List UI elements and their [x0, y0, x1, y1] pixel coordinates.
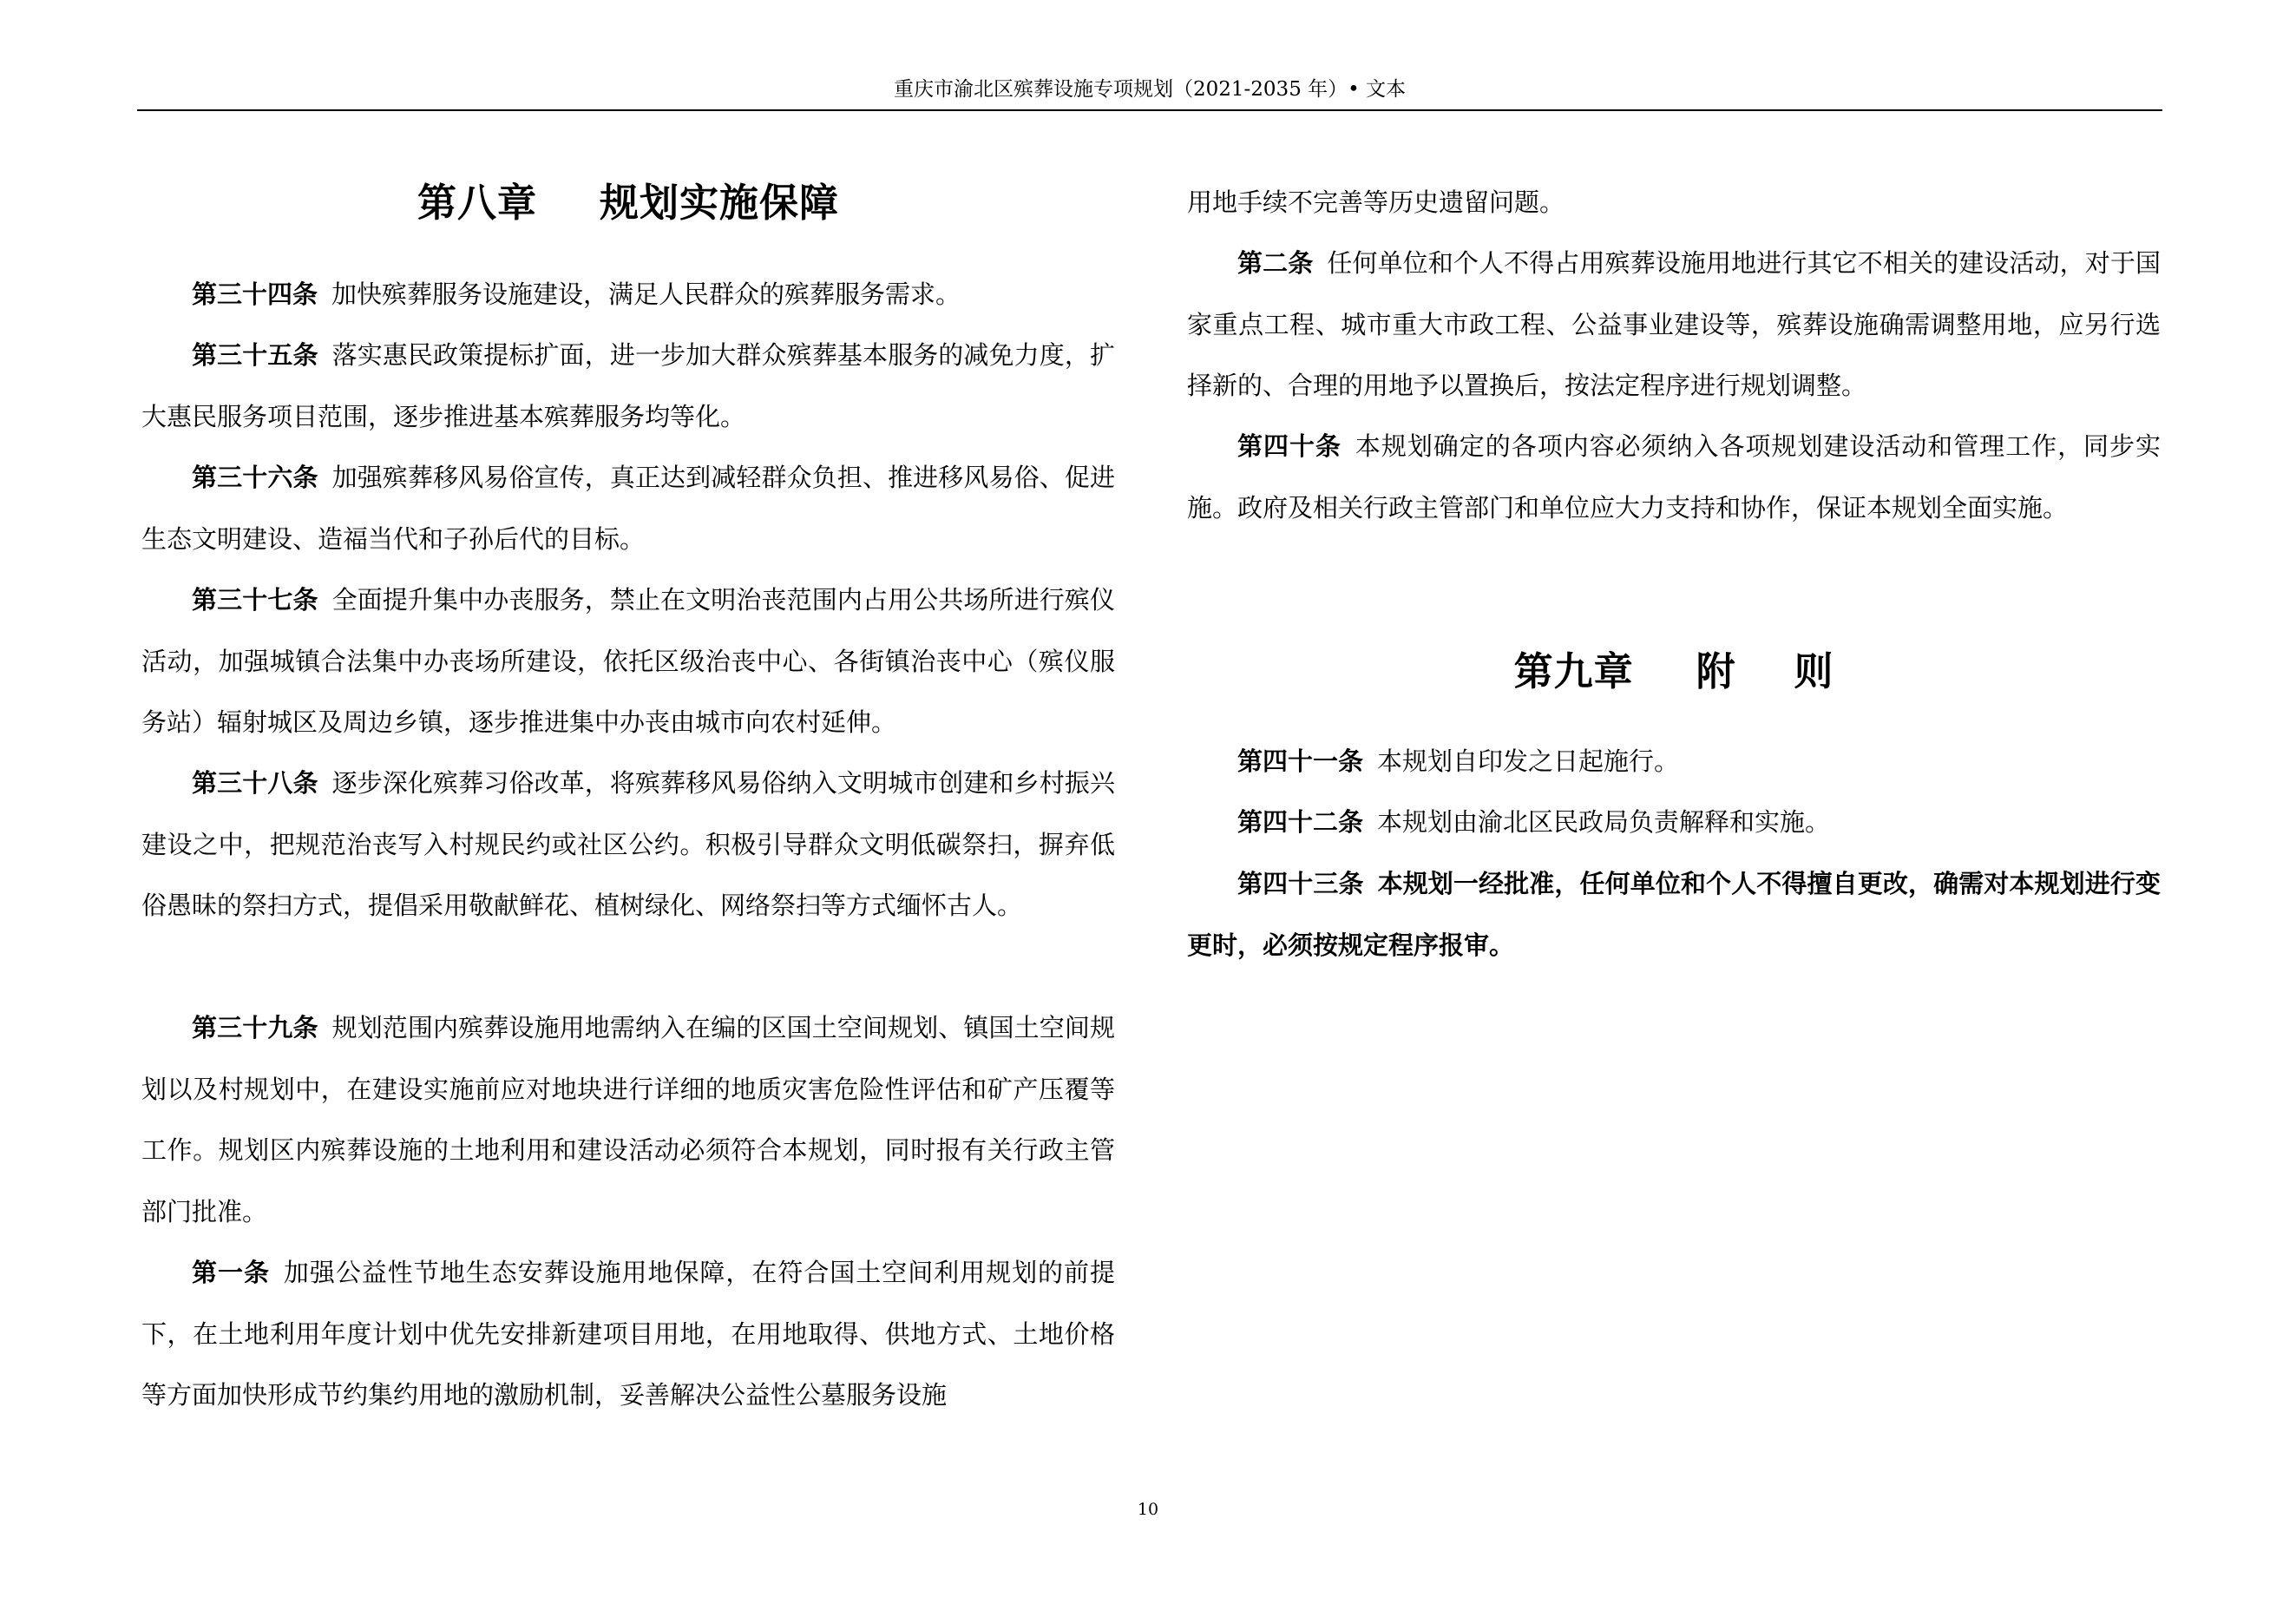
article-number: 第三十八条 [192, 768, 318, 798]
chapter-9-number: 第九章 [1513, 648, 1634, 694]
article-text: 加强殡葬移风易俗宣传，真正达到减轻群众负担、推进移风易俗、促进生态文明建设、造福当代和子孙后代的目标。 [141, 463, 1115, 554]
article-number: 第四十二条 [1237, 807, 1364, 837]
article-number: 第三十五条 [192, 340, 318, 370]
article-text: 本规划确定的各项内容必须纳入各项规划建设活动和管理工作，同步实施。政府及相关行政主管部门和单位应大力支持和协作，保证本规划全面实施。 [1187, 431, 2161, 523]
page-number: 10 [1137, 1500, 1159, 1519]
article-text: 本规划一经批准，任何单位和个人不得擅自更改，确需对本规划进行变更时，必须按规定程序报审。 [1187, 869, 2161, 960]
article-1-continuation: 用地手续不完善等历史遗留问题。 [1187, 187, 1565, 217]
article-42 [1187, 792, 2161, 853]
article-text: 本规划由渝北区民政局负责解释和实施。 [1377, 807, 1831, 837]
chapter-8-number: 第八章 [417, 180, 537, 226]
article-number: 第一条 [192, 1258, 270, 1287]
article-38 [141, 753, 1115, 937]
article-text: 本规划自印发之日起施行。 [1377, 746, 1680, 776]
article-text: 任何单位和个人不得占用殡葬设施用地进行其它不相关的建设活动，对于国家重点工程、城市重大市政工程、公益事业建设等，殡葬设施确需调整用地，应另行选择新的、合理的用地予以置换后，按法定程序进行规划调整。 [1187, 248, 2161, 400]
article-39 [141, 997, 1115, 1242]
chapter-8-title [141, 177, 1115, 229]
header-divider [137, 109, 2162, 111]
article-number: 第四十条 [1237, 431, 1342, 461]
article-text: 加强公益性节地生态安葬设施用地保障，在符合国土空间利用规划的前提下，在土地利用年度计划中优先安排新建项目用地，在用地取得、供地方式、土地价格等方面加快形成节约集约用地的激励机制，妥善解决公益性公墓服务设施 [141, 1258, 1115, 1410]
article-text: 逐步深化殡葬习俗改革，将殡葬移风易俗纳入文明城市创建和乡村振兴建设之中，把规范治丧写入村规民约或社区公约。积极引导群众文明低碳祭扫，摒弃低俗愚昧的祭扫方式，提倡采用敬献鲜花、植树绿化、网络祭扫等方式缅怀古人。 [141, 768, 1115, 920]
article-text: 加快殡葬服务设施建设，满足人民群众的殡葬服务需求。 [331, 279, 961, 309]
article-37 [141, 569, 1115, 753]
article-36 [141, 447, 1115, 569]
article-number: 第四十一条 [1237, 746, 1364, 776]
article-41 [1187, 731, 2161, 792]
article-43 [1187, 853, 2161, 976]
article-number: 第三十四条 [192, 279, 318, 309]
article-35 [141, 325, 1115, 447]
article-number: 第三十七条 [192, 585, 318, 615]
chapter-9-name: 附 则 [1696, 648, 1834, 694]
article-40 [1187, 416, 2161, 538]
article-number: 第三十九条 [192, 1013, 318, 1042]
article-number: 第二条 [1237, 248, 1314, 278]
article-text: 落实惠民政策提标扩面，进一步加大群众殡葬基本服务的减免力度，扩大惠民服务项目范围，逐步推进基本殡葬服务均等化。 [141, 340, 1115, 431]
article-2 [1187, 233, 2161, 417]
chapter-8-name: 规划实施保障 [600, 180, 840, 226]
article-text: 规划范围内殡葬设施用地需纳入在编的区国土空间规划、镇国土空间规划以及村规划中，在建设实施前应对地块进行详细的地质灾害危险性评估和矿产压覆等工作。规划区内殡葬设施的土地利用和建设活动必须符合本规划，同时报有关行政主管部门批准。 [141, 1013, 1115, 1226]
article-1 [141, 1242, 1115, 1426]
article-number: 第三十六条 [192, 463, 318, 492]
chapter-9-title [1187, 646, 2161, 698]
article-number: 第四十三条 [1237, 869, 1364, 898]
article-text: 全面提升集中办丧服务，禁止在文明治丧范围内占用公共场所进行殡仪活动，加强城镇合法集中办丧场所建设，依托区级治丧中心、各街镇治丧中心（殡仪服务站）辐射城区及周边乡镇，逐步推进集中办丧由城市向农村延伸。 [141, 585, 1115, 737]
article-34 [141, 264, 1115, 325]
running-header: 重庆市渝北区殡葬设施专项规划（2021-2035 年）• 文本 [893, 78, 1407, 101]
